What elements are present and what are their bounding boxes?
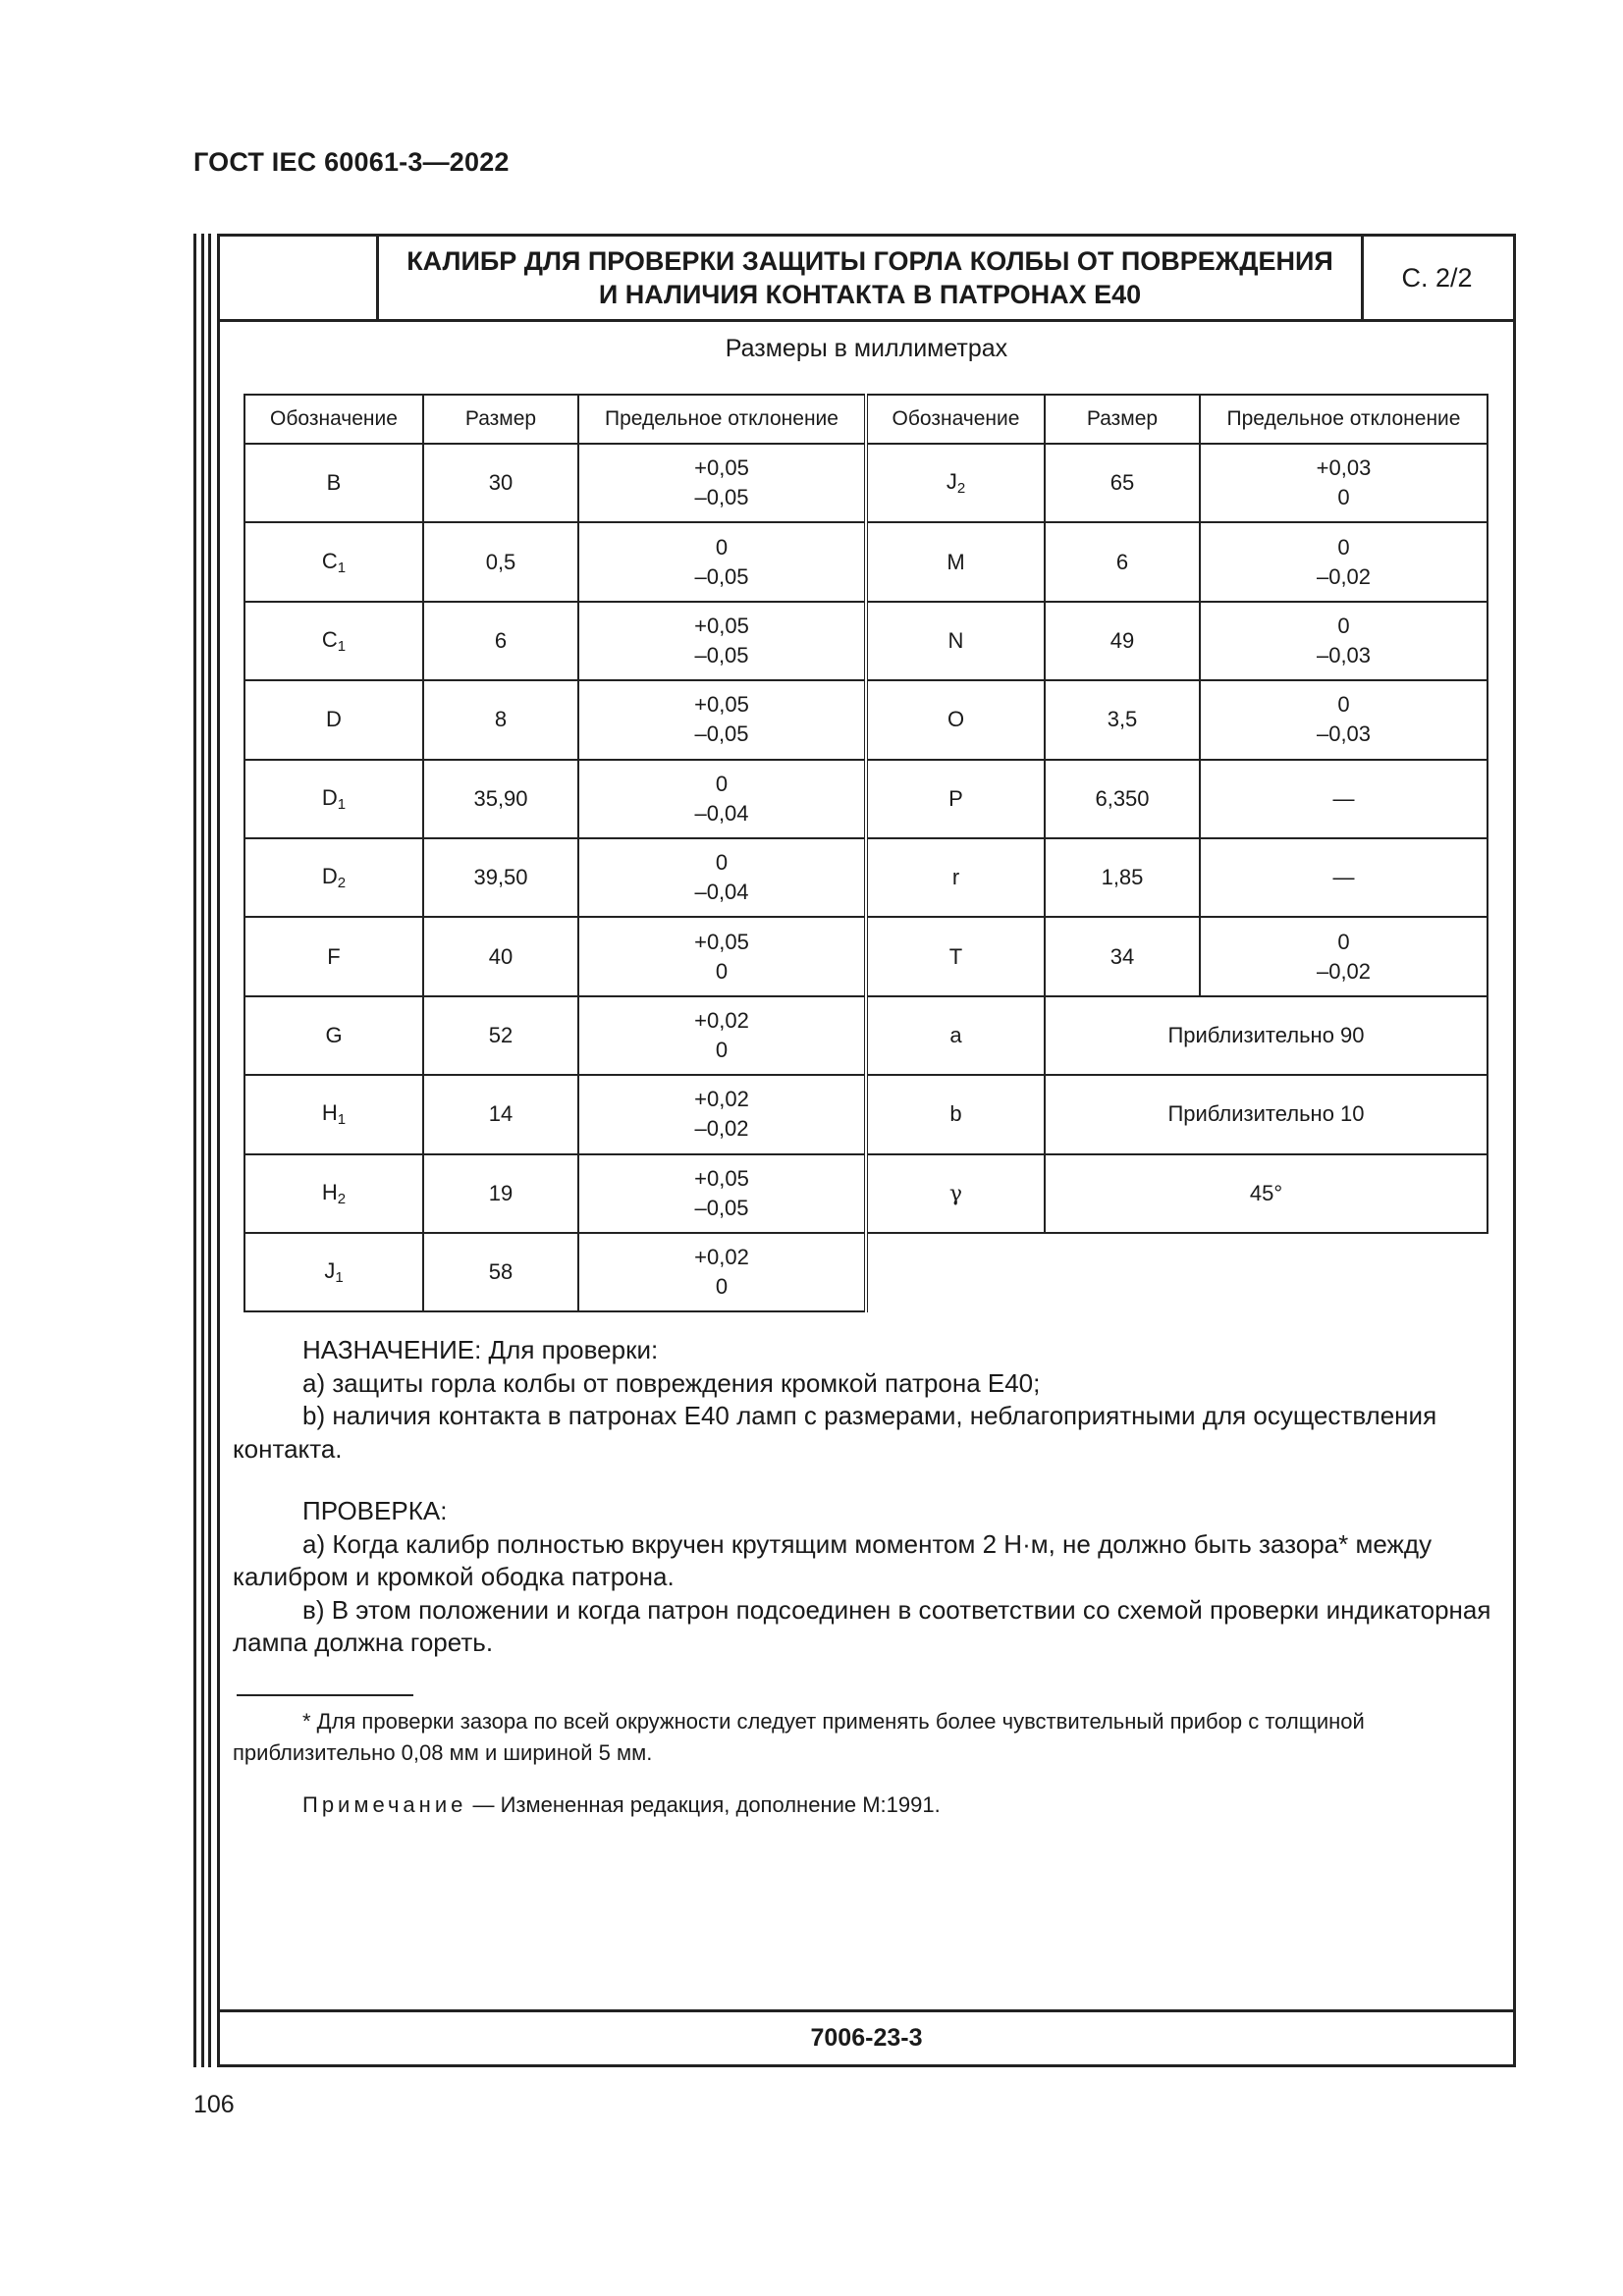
merged-value-cell: Приблизительно 90 [1045, 996, 1488, 1075]
deviation-cell [578, 917, 866, 995]
upper-deviation: 0 [1337, 692, 1350, 718]
upper-deviation: 0 [1337, 929, 1350, 954]
size-cell: 40 [423, 917, 578, 995]
symbol: C [321, 626, 338, 652]
col-header: Обозначение [244, 395, 423, 444]
size-cell: 1,85 [1045, 838, 1200, 917]
table-row [244, 680, 1488, 759]
footnote [233, 1706, 1502, 1769]
size-cell: 65 [1045, 444, 1200, 522]
symbol: F [327, 943, 341, 969]
lower-deviation: –0,02 [694, 1116, 749, 1142]
size-cell: 52 [423, 996, 578, 1075]
col-header: Обозначение [866, 395, 1045, 444]
deviation-cell [1200, 602, 1488, 680]
deviation-cell: — [1200, 760, 1488, 838]
lower-deviation: –0,02 [1316, 958, 1372, 984]
check-item-b: в) В этом положении и когда патрон подсоединен в соответствии со схемой проверки индикаторная лампа должна гореть. [233, 1594, 1491, 1657]
size-cell: 19 [423, 1154, 578, 1233]
lower-deviation: –0,05 [694, 1195, 749, 1220]
symbol-cell [244, 1233, 423, 1311]
table-row [244, 1233, 1488, 1311]
size-cell: 39,50 [423, 838, 578, 917]
merged-value-cell: Приблизительно 10 [1045, 1075, 1488, 1153]
lower-deviation: 0 [715, 1274, 729, 1300]
table-row [244, 838, 1488, 917]
symbol: r [951, 865, 960, 890]
symbol: J [946, 469, 957, 495]
symbol-cell [866, 917, 1045, 995]
symbol-subscript: 2 [337, 1190, 347, 1207]
deviation-cell [578, 1154, 866, 1233]
size-cell: 8 [423, 680, 578, 759]
size-cell: 58 [423, 1233, 578, 1311]
lower-deviation: –0,04 [694, 880, 749, 905]
dimensions-table [243, 394, 1488, 1312]
symbol-cell [244, 444, 423, 522]
upper-deviation: 0 [1337, 534, 1350, 560]
document-code: ГОСТ IEC 60061-3—2022 [193, 147, 510, 177]
deviation-cell [578, 760, 866, 838]
symbol-cell [244, 680, 423, 759]
symbol-cell [866, 838, 1045, 917]
symbol: B [326, 470, 342, 496]
lower-deviation: –0,04 [694, 800, 749, 826]
note [302, 1792, 941, 1818]
col-header: Предельное отклонение [578, 395, 866, 444]
deviation-cell [578, 838, 866, 917]
margin-line [208, 234, 211, 2067]
table-row [244, 917, 1488, 995]
symbol: γ [948, 1181, 963, 1206]
sheet-number: С. 2/2 [1401, 262, 1473, 293]
symbol-cell [866, 996, 1045, 1075]
purpose-item-a: a) защиты горла колбы от повреждения кромкой патрона Е40; [302, 1367, 1041, 1398]
lower-deviation: –0,05 [694, 721, 749, 747]
symbol-cell [244, 1075, 423, 1153]
table-row [244, 996, 1488, 1075]
table-row [244, 602, 1488, 680]
symbol: T [948, 943, 963, 969]
purpose-heading: НАЗНАЧЕНИЕ: Для проверки: [302, 1335, 659, 1364]
lower-deviation: 0 [1337, 485, 1350, 510]
standard-sheet-frame [217, 234, 1516, 2067]
symbol: D [326, 707, 342, 732]
page-number: 106 [193, 2091, 235, 2118]
symbol-subscript: 1 [337, 637, 347, 655]
symbol: D [321, 864, 338, 889]
upper-deviation: +0,02 [694, 1087, 749, 1112]
upper-deviation: +0,05 [694, 929, 749, 954]
symbol: G [325, 1022, 343, 1047]
col-header: Предельное отклонение [1200, 395, 1488, 444]
check-heading: ПРОВЕРКА: [302, 1496, 448, 1525]
note-text: — Измененная редакция, дополнение М:1991. [466, 1792, 941, 1817]
upper-deviation: 0 [1337, 613, 1350, 638]
lower-deviation: –0,05 [694, 563, 749, 589]
table-row [244, 760, 1488, 838]
deviation-cell [1200, 917, 1488, 995]
deviation-cell [578, 602, 866, 680]
upper-deviation: +0,02 [694, 1007, 749, 1033]
sheet-code: 7006-23-3 [220, 2009, 1513, 2064]
deviation-cell [1200, 444, 1488, 522]
deviation-cell: — [1200, 838, 1488, 917]
table-header-row [244, 395, 1488, 444]
deviation-cell [578, 1075, 866, 1153]
symbol-cell [866, 680, 1045, 759]
empty-cell [1200, 1233, 1488, 1311]
title-empty-cell [220, 237, 379, 319]
symbol-cell [866, 522, 1045, 601]
symbol: P [948, 785, 963, 811]
lower-deviation: –0,03 [1316, 642, 1372, 667]
size-cell: 6,350 [1045, 760, 1200, 838]
symbol-cell [866, 1075, 1045, 1153]
table-row [244, 1075, 1488, 1153]
merged-value-cell: 45° [1045, 1154, 1488, 1233]
lower-deviation: 0 [715, 958, 729, 984]
upper-deviation: +0,05 [694, 692, 749, 718]
symbol: C [321, 548, 338, 573]
upper-deviation: +0,05 [694, 1165, 749, 1191]
purpose-item-b: b) наличия контакта в патронах Е40 ламп с размерами, неблагоприятными для осуществления контакта. [233, 1401, 1437, 1464]
empty-cell [866, 1233, 1045, 1311]
symbol: N [947, 627, 964, 653]
units-caption: Размеры в миллиметрах [725, 335, 1008, 362]
empty-cell [1045, 1233, 1200, 1311]
deviation-cell [578, 996, 866, 1075]
symbol-cell [866, 602, 1045, 680]
symbol: D [321, 784, 338, 810]
symbol-subscript: 2 [956, 480, 966, 498]
deviation-cell [578, 444, 866, 522]
upper-deviation: +0,05 [694, 455, 749, 481]
symbol-subscript: 1 [337, 795, 347, 813]
table-row [244, 1154, 1488, 1233]
table-row [244, 444, 1488, 522]
size-cell: 49 [1045, 602, 1200, 680]
symbol-cell [244, 602, 423, 680]
symbol: J [324, 1258, 336, 1284]
size-cell: 30 [423, 444, 578, 522]
symbol-cell [866, 760, 1045, 838]
symbol-subscript: 1 [337, 559, 347, 576]
size-cell: 34 [1045, 917, 1200, 995]
symbol: O [947, 707, 965, 732]
symbol-subscript: 1 [335, 1269, 344, 1287]
sheet-title: КАЛИБР ДЛЯ ПРОВЕРКИ ЗАЩИТЫ ГОРЛА КОЛБЫ ОТ ПОВРЕЖДЕНИЯ И НАЛИЧИЯ КОНТАКТА В ПАТРОНАХ Е40 [379, 237, 1364, 319]
upper-deviation: +0,02 [694, 1245, 749, 1270]
symbol: H [321, 1179, 338, 1204]
symbol-cell [866, 444, 1045, 522]
col-header: Размер [423, 395, 578, 444]
symbol-cell [244, 522, 423, 601]
symbol: b [949, 1101, 962, 1127]
symbol-subscript: 1 [337, 1111, 347, 1129]
purpose-section [233, 1334, 1502, 1660]
size-cell: 14 [423, 1075, 578, 1153]
size-cell: 3,5 [1045, 680, 1200, 759]
table-row [244, 522, 1488, 601]
title-block [220, 237, 1513, 322]
deviation-cell [1200, 522, 1488, 601]
symbol: H [321, 1100, 338, 1126]
col-header: Размер [1045, 395, 1200, 444]
symbol-cell [244, 917, 423, 995]
symbol-subscript: 2 [337, 875, 347, 892]
upper-deviation: +0,03 [1316, 455, 1372, 481]
check-item-a: а) Когда калибр полностью вкручен крутящим моментом 2 Н·м, не должно быть зазора* между калибром и кромкой ободка патрона. [233, 1528, 1433, 1591]
deviation-cell [578, 1233, 866, 1311]
footnote-separator [237, 1694, 413, 1696]
lower-deviation: –0,05 [694, 485, 749, 510]
symbol-cell [866, 1154, 1045, 1233]
lower-deviation: 0 [715, 1037, 729, 1062]
size-cell: 6 [423, 602, 578, 680]
lower-deviation: –0,05 [694, 642, 749, 667]
footnote-text: * Для проверки зазора по всей окружности следует применять более чувствительный прибор с толщиной приблизительно 0,08 мм и шириной 5 мм. [233, 1709, 1365, 1765]
symbol-cell [244, 996, 423, 1075]
lower-deviation: –0,03 [1316, 721, 1372, 747]
symbol-cell [244, 838, 423, 917]
symbol-cell [244, 1154, 423, 1233]
upper-deviation: 0 [715, 850, 729, 876]
symbol: a [949, 1022, 962, 1047]
symbol: M [947, 549, 965, 574]
symbol-cell [244, 760, 423, 838]
lower-deviation: –0,02 [1316, 563, 1372, 589]
note-label: Примечание [302, 1792, 467, 1817]
upper-deviation: +0,05 [694, 613, 749, 638]
deviation-cell [1200, 680, 1488, 759]
upper-deviation: 0 [715, 771, 729, 796]
deviation-cell [578, 680, 866, 759]
margin-line [193, 234, 196, 2067]
deviation-cell [578, 522, 866, 601]
size-cell: 6 [1045, 522, 1200, 601]
size-cell: 0,5 [423, 522, 578, 601]
size-cell: 35,90 [423, 760, 578, 838]
margin-line [201, 234, 204, 2067]
upper-deviation: 0 [715, 534, 729, 560]
